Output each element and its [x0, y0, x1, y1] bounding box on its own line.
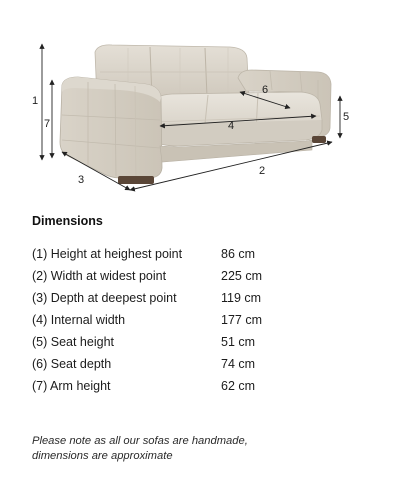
spec-row-seat-height — [32, 331, 332, 353]
sofa-dimension-diagram — [0, 0, 400, 200]
spec-row-internal-width — [32, 309, 332, 331]
dimension-label-1: 1 — [32, 95, 39, 107]
dimension-label-5: 5 — [343, 111, 350, 123]
spec-value: 51 cm — [221, 335, 256, 349]
sofa-left-arm — [60, 77, 162, 178]
dimension-label-2: 2 — [259, 165, 266, 177]
spec-row-arm-height — [32, 375, 332, 397]
spec-row-seat-depth — [32, 353, 332, 375]
note-line-1: Please note as all our sofas are handmade, — [32, 435, 248, 447]
spec-label: (5) Seat height — [32, 335, 114, 349]
spec-label: (6) Seat depth — [32, 357, 112, 371]
spec-row-width — [32, 265, 332, 287]
sofa-seat — [150, 92, 322, 146]
dimension-label-3: 3 — [78, 174, 85, 186]
spec-row-depth — [32, 287, 332, 309]
dimension-label-6: 6 — [262, 84, 269, 96]
dimension-label-7: 7 — [44, 118, 51, 130]
dimension-label-4: 4 — [228, 120, 235, 132]
handmade-disclaimer-note — [32, 434, 248, 464]
spec-value: 62 cm — [221, 379, 256, 393]
spec-row-height — [32, 243, 332, 265]
dimensions-heading: Dimensions — [32, 214, 103, 228]
spec-value: 119 cm — [221, 291, 262, 305]
spec-value: 225 cm — [221, 269, 262, 283]
spec-value: 74 cm — [221, 357, 256, 371]
spec-label: (7) Arm height — [32, 379, 111, 393]
dimension-spec-list — [32, 243, 332, 397]
spec-label: (3) Depth at deepest point — [32, 291, 177, 305]
note-line-2: dimensions are approximate — [32, 450, 173, 462]
spec-label: (2) Width at widest point — [32, 269, 167, 283]
spec-label: (1) Height at heighest point — [32, 247, 183, 261]
sofa-illustration — [0, 0, 400, 200]
spec-label: (4) Internal width — [32, 313, 126, 327]
spec-value: 86 cm — [221, 247, 256, 261]
spec-value: 177 cm — [221, 313, 262, 327]
